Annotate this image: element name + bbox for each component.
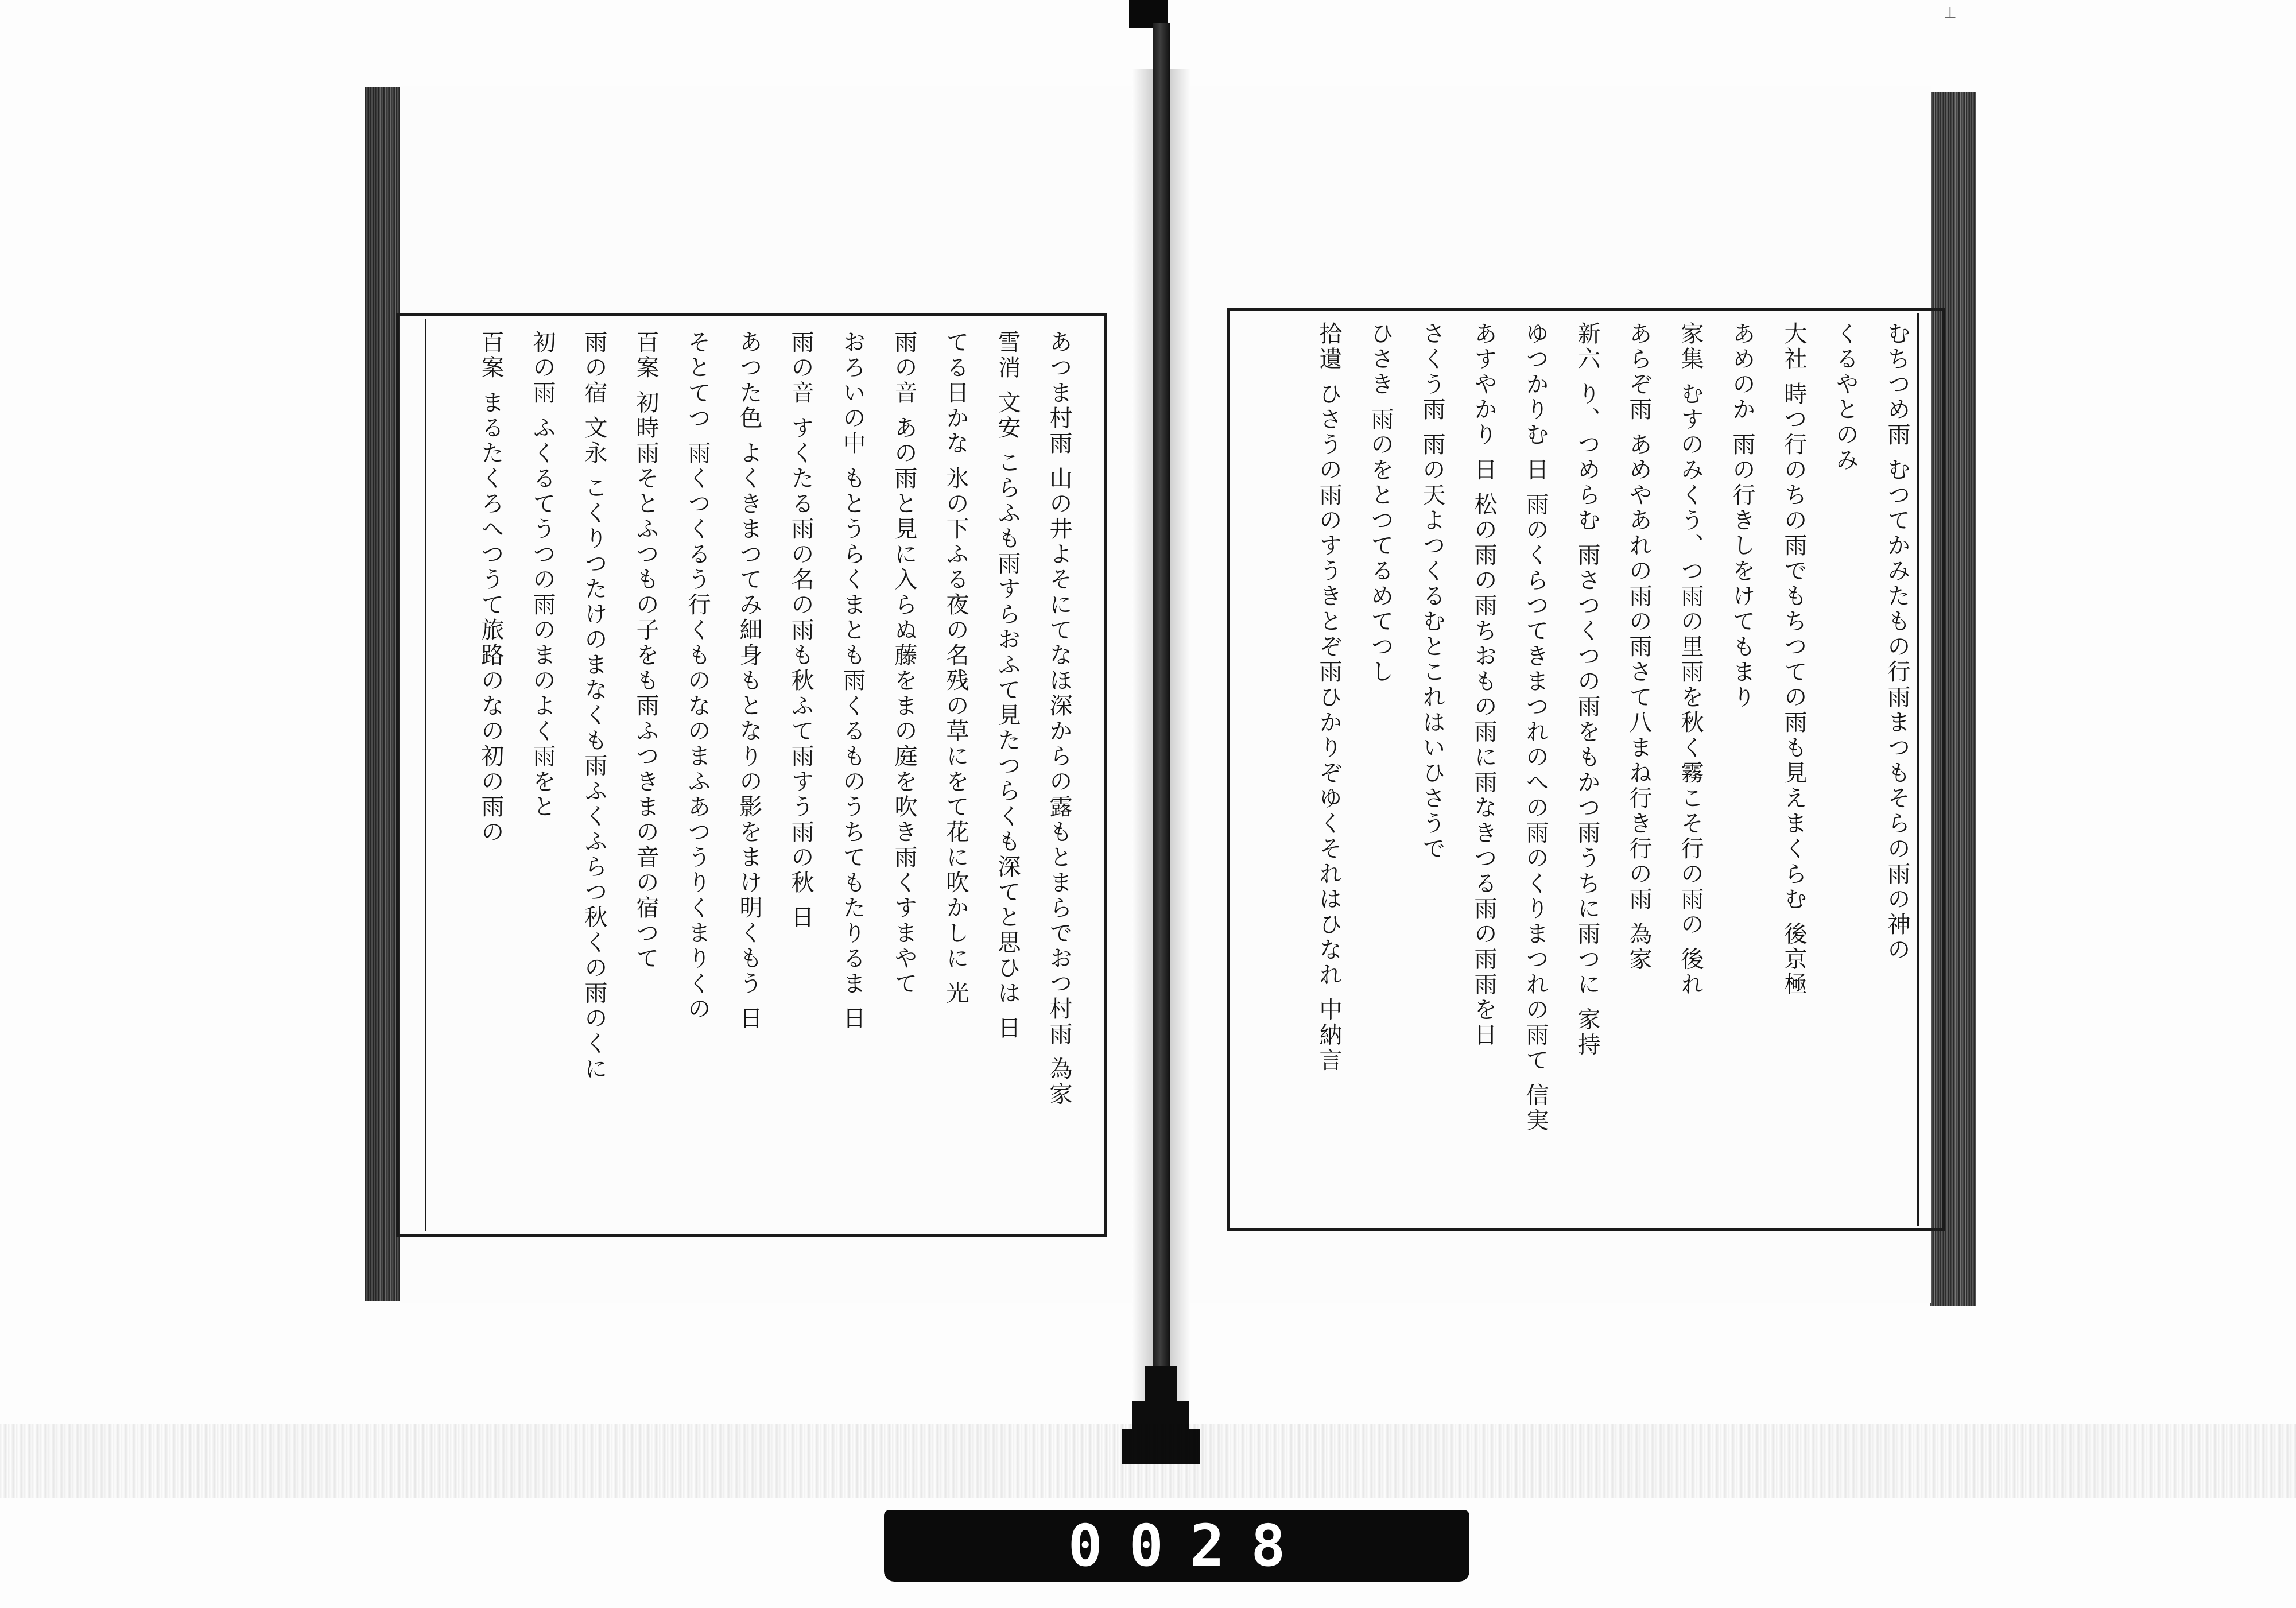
manuscript-line: 新六 り、つめらむ 雨さつくつの雨をもかつ雨うちに雨つに 家持 (1574, 321, 1600, 1058)
manuscript-line: 家集 むすのみくう、つ雨の里雨を秋く霧こそ行の雨の 後れ (1677, 321, 1704, 998)
manuscript-line: 拾遺 ひさうの雨のすうきとぞ雨ひかりぞゆくそれはひなれ 中納言 (1316, 321, 1342, 1074)
page-edge-left (365, 87, 400, 1301)
scan-noise-band (0, 1424, 2296, 1498)
manuscript-line: 大社 時つ行のちの雨でもちつての雨も見えまくらむ 後京極 (1781, 321, 1807, 998)
manuscript-line: くるやとのみ (1832, 321, 1859, 473)
manuscript-line: 百案 まるたくろへつうて旅路のなの初の雨の (478, 330, 504, 845)
frame-counter: 0028 (1068, 1512, 1312, 1579)
manuscript-line: 雨の音 あの雨と見に入らぬ藤をまの庭を吹き雨くすまやて (891, 330, 917, 997)
manuscript-line: てる日かな 氷の下ふる夜の名残の草にをて花に吹かしに 光 (943, 330, 969, 1006)
manuscript-line: 雨の宿 文永 こくりつたけのまなくも雨ふくふらつ秋くの雨のくに (581, 330, 607, 1082)
book-spine (1153, 23, 1170, 1424)
manuscript-line: さくう雨 雨の天よつくるむとこれはいひさうで (1419, 321, 1445, 862)
manuscript-line: ゆつかりむ 日 雨のくらつてきまつれのへの雨のくりまつれの雨て 信実 (1522, 321, 1549, 1134)
manuscript-line: そとてつ 雨くつくるう行くものなのまふあつうりくまりくの (684, 330, 711, 1022)
manuscript-line: 雪消 文安 こらふも雨すらおふて見たつらくも深てと思ひは 日 (994, 330, 1021, 1041)
spine-shadow-left (1132, 69, 1153, 1412)
spine-shadow-right (1170, 69, 1190, 1412)
manuscript-line: むちつめ雨 むつてかみたもの行雨まつもそらの雨の神の (1884, 321, 1910, 963)
manuscript-line: おろいの中 もとうらくまとも雨くるものうちてもたりるま 日 (839, 330, 866, 1032)
manuscript-line: ひさき 雨のをとつてるめてつし (1367, 321, 1394, 685)
manuscript-line: あつた色 よくきまつてみ細身もとなりの影をまけ明くもう 日 (736, 330, 762, 1032)
manuscript-line: あつま村雨 山の井よそにてなほ深からの露もとまらでおつ村雨 為家 (1046, 330, 1072, 1107)
left-frame-inner-rule (425, 319, 426, 1231)
right-page-text (1314, 321, 1923, 1217)
manuscript-line: 初の雨 ふくるてうつの雨のまのよく雨をと (529, 330, 556, 820)
left-page-text (476, 330, 1085, 1226)
manuscript-line: あらぞ雨 あめやあれの雨の雨さて八まね行き行の雨 為家 (1626, 321, 1652, 972)
manuscript-line: 雨の音 すくたる雨の名の雨も秋ふて雨すう雨の秋 日 (788, 330, 814, 931)
scan-corner-mark: ⊥ (1944, 5, 1957, 22)
manuscript-line: 百案 初時雨そとふつもの子をも雨ふつきまの音の宿つて (633, 330, 659, 971)
frame-counter-plate (884, 1510, 1469, 1582)
manuscript-line: あすやかり 日 松の雨の雨ちおもの雨に雨なきつる雨の雨雨を日 (1471, 321, 1497, 1048)
manuscript-line: あめのか 雨の行きしをけてもまり (1729, 321, 1755, 710)
